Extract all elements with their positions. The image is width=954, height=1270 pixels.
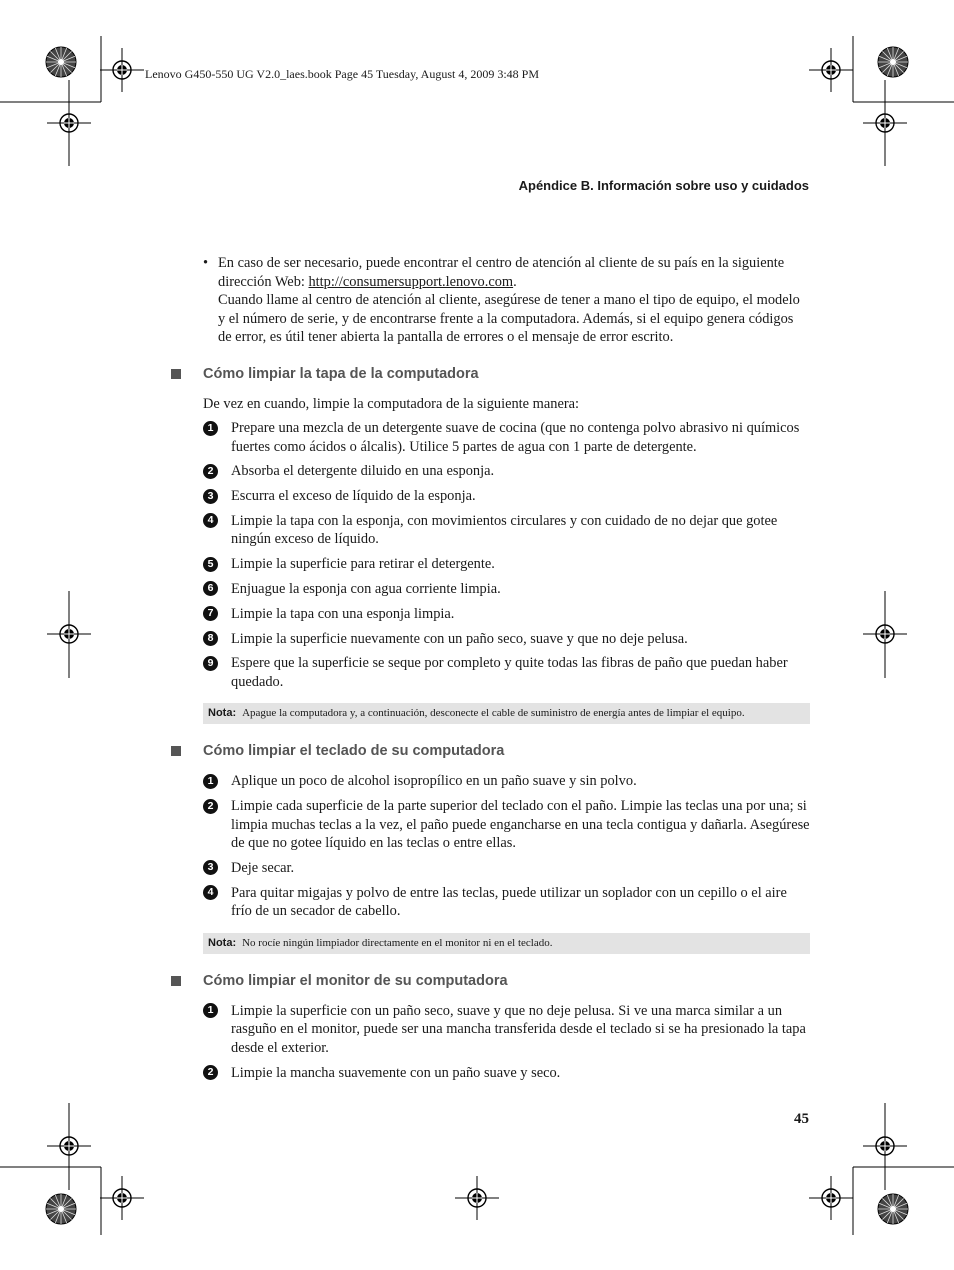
- support-bullet: [203, 254, 810, 347]
- step-item: [203, 884, 810, 921]
- monitor-steps: [203, 1002, 810, 1082]
- step-text: Limpie la superficie nuevamente con un paño seco, suave y que no deje pelusa.: [231, 630, 688, 647]
- step-text: Prepare una mezcla de un detergente suave de cocina (que no contenga polvo abrasivo ni químicos fuertes como ácidos o álcalis). Utilice 5 partes de agua con 1 parte de detergente.: [231, 420, 800, 455]
- section-title-text: Cómo limpiar la tapa de la computadora: [203, 365, 479, 382]
- section-title-keyboard: [203, 742, 810, 760]
- step-number-icon: 9: [203, 656, 218, 671]
- note-box: [203, 933, 810, 954]
- bullet-text-1: En caso de ser necesario, puede encontrar el centro de atención al cliente de su país en la siguiente dirección Web:: [218, 255, 785, 290]
- step-item: [203, 605, 810, 624]
- step-text: Absorba el detergente diluido en una esponja.: [231, 463, 495, 480]
- step-item: [203, 797, 810, 853]
- section-bullet-icon: [171, 746, 181, 756]
- step-text: Limpie cada superficie de la parte superior del teclado con el paño. Limpie las teclas una por una; si limpia muchas teclas a la vez, el paño puede engancharse en una tecla contigua y dañarla. Asegúrese de que no gotee líquido en las teclas o entre ellas.: [231, 798, 810, 852]
- step-item: [203, 487, 810, 506]
- lid-steps: [203, 419, 810, 691]
- note-text: No rocíe ningún limpiador directamente en el monitor ni en el teclado.: [242, 936, 553, 949]
- step-number-icon: 1: [203, 421, 218, 436]
- step-number-icon: 5: [203, 557, 218, 572]
- step-number-icon: 3: [203, 860, 218, 875]
- step-item: [203, 859, 810, 878]
- step-number-icon: 3: [203, 489, 218, 504]
- step-item: [203, 1002, 810, 1058]
- section-title-monitor: [203, 972, 810, 990]
- bullet-paragraph-1: [218, 254, 810, 291]
- step-text: Espere que la superficie se seque por completo y quite todas las fibras de paño que puedan haber quedado.: [231, 655, 788, 690]
- section-bullet-icon: [171, 369, 181, 379]
- section-title-text: Cómo limpiar el teclado de su computadora: [203, 743, 505, 760]
- step-item: [203, 419, 810, 456]
- step-number-icon: 6: [203, 581, 218, 596]
- step-number-icon: 7: [203, 606, 218, 621]
- step-text: Limpie la mancha suavemente con un paño suave y seco.: [231, 1064, 561, 1081]
- step-text: Para quitar migajas y polvo de entre las teclas, puede utilizar un soplador con un cepillo o el aire frío de un secador de cabello.: [231, 884, 787, 920]
- page-body: [203, 254, 810, 1088]
- print-header: Lenovo G450-550 UG V2.0_laes.book Page 45 Tuesday, August 4, 2009 3:48 PM: [145, 67, 540, 81]
- step-number-icon: 2: [203, 799, 218, 814]
- step-item: [203, 462, 810, 481]
- step-number-icon: 1: [203, 774, 218, 789]
- step-number-icon: 1: [203, 1003, 218, 1018]
- step-item: [203, 555, 810, 574]
- support-link[interactable]: http://consumersupport.lenovo.com: [308, 273, 514, 290]
- step-item: [203, 580, 810, 599]
- step-text: Aplique un poco de alcohol isopropílico en un paño suave y sin polvo.: [231, 773, 637, 790]
- step-text: Enjuague la esponja con agua corriente limpia.: [231, 580, 501, 597]
- note-label: Nota:: [208, 936, 237, 949]
- section-bullet-icon: [171, 976, 181, 986]
- step-text: Deje secar.: [231, 859, 295, 876]
- step-text: Limpie la tapa con una esponja limpia.: [231, 605, 455, 622]
- step-text: Limpie la tapa con la esponja, con movimientos circulares y con cuidado de no dejar que gotee ningún exceso de líquido.: [231, 512, 778, 548]
- step-text: Limpie la superficie con un paño seco, suave y que no deje pelusa. Si ve una marca similar a un rasguño en el monitor, puede ser una mancha transferida desde el teclado si se ha presionado la tapa desde el exterior.: [231, 1002, 806, 1056]
- step-number-icon: 2: [203, 1065, 218, 1080]
- note-box: [203, 703, 810, 724]
- step-item: [203, 654, 810, 691]
- step-item: [203, 1064, 810, 1083]
- note-text: Apague la computadora y, a continuación, desconecte el cable de suministro de energía antes de limpiar el equipo.: [242, 707, 745, 720]
- step-item: [203, 512, 810, 549]
- keyboard-steps: [203, 772, 810, 920]
- step-text: Escurra el exceso de líquido de la esponja.: [231, 488, 476, 505]
- section-title-text: Cómo limpiar el monitor de su computadora: [203, 972, 508, 989]
- step-number-icon: 8: [203, 631, 218, 646]
- bullet-text-1-end: .: [513, 273, 517, 290]
- page-number: 45: [794, 1111, 809, 1127]
- step-item: [203, 630, 810, 649]
- bullet-dot: •: [203, 255, 209, 271]
- step-number-icon: 4: [203, 885, 218, 900]
- step-number-icon: 4: [203, 513, 218, 528]
- step-item: [203, 772, 810, 791]
- section-intro: De vez en cuando, limpie la computadora de la siguiente manera:: [203, 395, 580, 412]
- bullet-paragraph-2: Cuando llame al centro de atención al cliente, asegúrese de tener a mano el tipo de equipo, el modelo y el número de serie, y de encontrarse frente a la computadora. Además, si el equipo genera códigos de error, es útil tener abierta la pantalla de errores o el mensaje de error escrito.: [218, 292, 800, 345]
- section-title-lid: [203, 365, 810, 383]
- running-head: Apéndice B. Información sobre uso y cuidados: [518, 178, 809, 193]
- note-label: Nota:: [208, 707, 237, 720]
- step-text: Limpie la superficie para retirar el detergente.: [231, 556, 495, 573]
- step-number-icon: 2: [203, 464, 218, 479]
